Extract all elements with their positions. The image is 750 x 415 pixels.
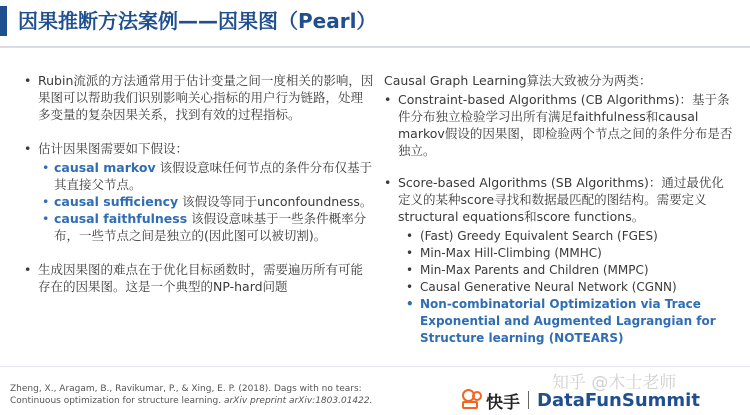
reference-citation xyxy=(10,383,410,407)
algorithm-list xyxy=(398,228,736,347)
list-item: • Rubin流派的方法通常用于估计变量之间一度相关的影响，因果图可以帮助我们识别影响关心指标的用户行为链路，处理多变量的复杂因果关系，找到有效的过程指标。 xyxy=(24,72,374,123)
watermark: 知乎 @木士老师 xyxy=(552,373,677,393)
assumption-item xyxy=(38,193,374,210)
assumption-desc: 该假设等同于unconfoundness。 xyxy=(178,194,373,209)
assumption-desc: 该假设意味基于一些条件概率分布，一些节点之间是独立的(因此图可以被切割)。 xyxy=(54,211,367,243)
algorithm-item-highlight: • Non-combinatorial Optimization via Trace Exponential and Augmented Lagrangian for Structure learning (NOTEARS) xyxy=(398,296,736,347)
footer-divider xyxy=(0,366,750,367)
left-column xyxy=(24,72,374,312)
reference-journal: arXiv preprint arXiv:1803.01422. xyxy=(223,396,373,406)
kuaishou-brand: 快手 xyxy=(486,392,520,413)
assumption-item xyxy=(38,210,374,244)
list-item: • 生成因果图的难点在于优化目标函数时，需要遍历所有可能存在的因果图。这是一个典型的NP-hard问题 xyxy=(24,261,374,295)
list-item: • Score-based Algorithms (SB Algorithms)：通过最优化定义的某种score寻找和数据最匹配的图结构。需要定义structural equations和score functions。 • (Fast) Greedy Equivalent Search (FGES) • Min-Max Hill-Climbing (MMHC) • Min-Max Parents and Children (MMPC) • Causal Generative Neural Network (CGNN) • Non-combinatorial Optimization via Trace Exponential and Augmented Lagrangian for Structure learning (NOTEARS) xyxy=(384,174,736,347)
algorithm-item: • Min-Max Parents and Children (MMPC) xyxy=(398,262,736,279)
reference-main: Zheng, X., Aragam, B., Ravikumar, P., & Xing, E. P. (2018). Dags with no tears: Continuous optimization for structure learning. xyxy=(10,384,362,406)
assumption-item xyxy=(38,159,374,193)
right-column xyxy=(384,72,736,347)
page-title: 因果推断方法案例——因果图（Pearl） xyxy=(18,9,377,33)
assumption-term: causal markov xyxy=(54,160,156,175)
kuaishou-logo-icon xyxy=(460,389,482,411)
assumption-term: causal faithfulness xyxy=(54,211,188,226)
assumption-term: causal sufficiency xyxy=(54,194,179,209)
assumption-desc: 该假设意味任何节点的条件分布仅基于其直接父节点。 xyxy=(54,160,373,192)
algorithm-item: • Min-Max Hill-Climbing (MMHC) xyxy=(398,245,736,262)
algorithm-item: • (Fast) Greedy Equivalent Search (FGES) xyxy=(398,228,736,245)
datafun-brand: DataFunSummit xyxy=(537,389,700,411)
title-accent-bar xyxy=(0,6,7,36)
title-divider xyxy=(0,46,750,48)
brand-separator xyxy=(528,391,529,409)
algorithm-item: • Causal Generative Neural Network (CGNN) xyxy=(398,279,736,296)
list-item: • Constraint-based Algorithms (CB Algorithms)：基于条件分布独立检验学习出所有满足faithfulness和causal markov假设的因果图，即检验两个节点之间的条件分布是否独立。 xyxy=(384,91,736,159)
right-intro: Causal Graph Learning算法大致被分为两类： xyxy=(384,73,652,88)
assumption-list xyxy=(38,159,374,244)
brand-footer xyxy=(460,388,700,412)
list-item: • 估计因果图需要如下假设： • causal markov 该假设意味任何节点的条件分布仅基于其直接父节点。 • causal sufficiency 该假设等同于unconfoundness。 • causal faithfulness 该假设意味基于一些条件概率分布，一些节点之间是独立的(因此图可以被切割)。 xyxy=(24,140,374,244)
